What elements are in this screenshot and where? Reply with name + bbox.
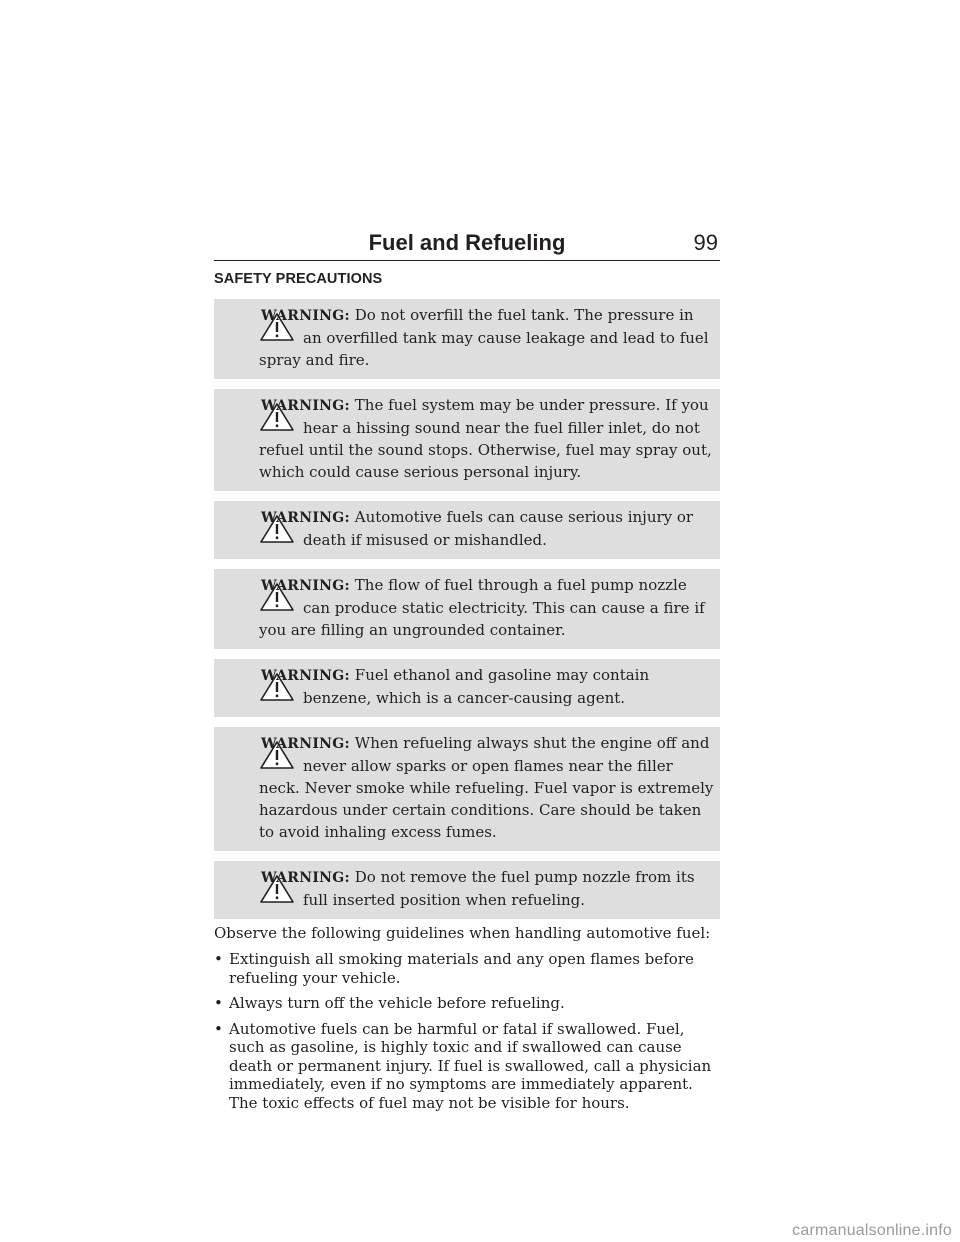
warning-box (214, 727, 720, 851)
warning-label: WARNING: (261, 308, 350, 324)
warning-text: Automotive fuels can cause serious injury or death if misused or mishandled. (303, 508, 694, 549)
page-header (214, 228, 720, 261)
list-item (214, 950, 720, 987)
warning-text: The flow of fuel through a fuel pump nozzle can produce static electricity. This can cause a fire if you are filling an ungrounded container. (259, 576, 705, 639)
warning-text: Do not overfill the fuel tank. The pressure in an overfilled tank may cause leakage and lead to fuel spray and fire. (259, 306, 709, 369)
chapter-title: Fuel and Refueling (368, 230, 566, 255)
list-item (214, 1020, 720, 1113)
bullet-icon: • (214, 950, 223, 968)
list-item-text: Extinguish all smoking materials and any open flames before refueling your vehicle. (229, 950, 694, 987)
warning-label: WARNING: (261, 870, 350, 886)
warning-label: WARNING: (261, 578, 350, 594)
list-item-text: Automotive fuels can be harmful or fatal if swallowed. Fuel, such as gasoline, is highly toxic and if swallowed can cause death or permanent injury. If fuel is swallowed, call a physician immediately, even if no symptoms are immediately apparent. The toxic effects of fuel may not be visible for hours. (229, 1019, 712, 1112)
warning-box (214, 501, 720, 559)
list-item (214, 994, 720, 1013)
intro-paragraph: Observe the following guidelines when handling automotive fuel: (214, 924, 711, 942)
list-item-text: Always turn off the vehicle before refueling. (229, 994, 565, 1012)
warning-label: WARNING: (261, 736, 350, 752)
section-heading: SAFETY PRECAUTIONS (214, 271, 383, 287)
bullet-icon: • (214, 1019, 223, 1038)
warning-text: Do not remove the fuel pump nozzle from its full inserted position when refueling. (303, 868, 695, 909)
warning-box (214, 659, 720, 717)
warning-text: Fuel ethanol and gasoline may contain benzene, which is a cancer-causing agent. (303, 666, 650, 707)
watermark: carmanualsonline.info (792, 1222, 952, 1239)
warning-box (214, 569, 720, 649)
guidelines-list (214, 950, 720, 1112)
warning-box (214, 389, 720, 491)
bullet-icon: • (214, 994, 223, 1012)
warning-box (214, 299, 720, 379)
warning-text: When refueling always shut the engine off and never allow sparks or open flames near the filler neck. Never smoke while refueling. Fuel vapor is extremely hazardous under certain conditions. Care should be taken to avoid inhaling excess fumes. (259, 734, 714, 841)
warning-text: The fuel system may be under pressure. If you hear a hissing sound near the fuel filler inlet, do not refuel until the sound stops. Otherwise, fuel may spray out, which could cause serious personal injury. (259, 396, 712, 481)
manual-page (214, 228, 720, 1119)
warning-label: WARNING: (261, 668, 350, 684)
warning-box (214, 861, 720, 919)
warning-label: WARNING: (261, 510, 350, 526)
warnings-list (214, 299, 720, 919)
page-number: 99 (693, 230, 718, 255)
warning-label: WARNING: (261, 398, 350, 414)
